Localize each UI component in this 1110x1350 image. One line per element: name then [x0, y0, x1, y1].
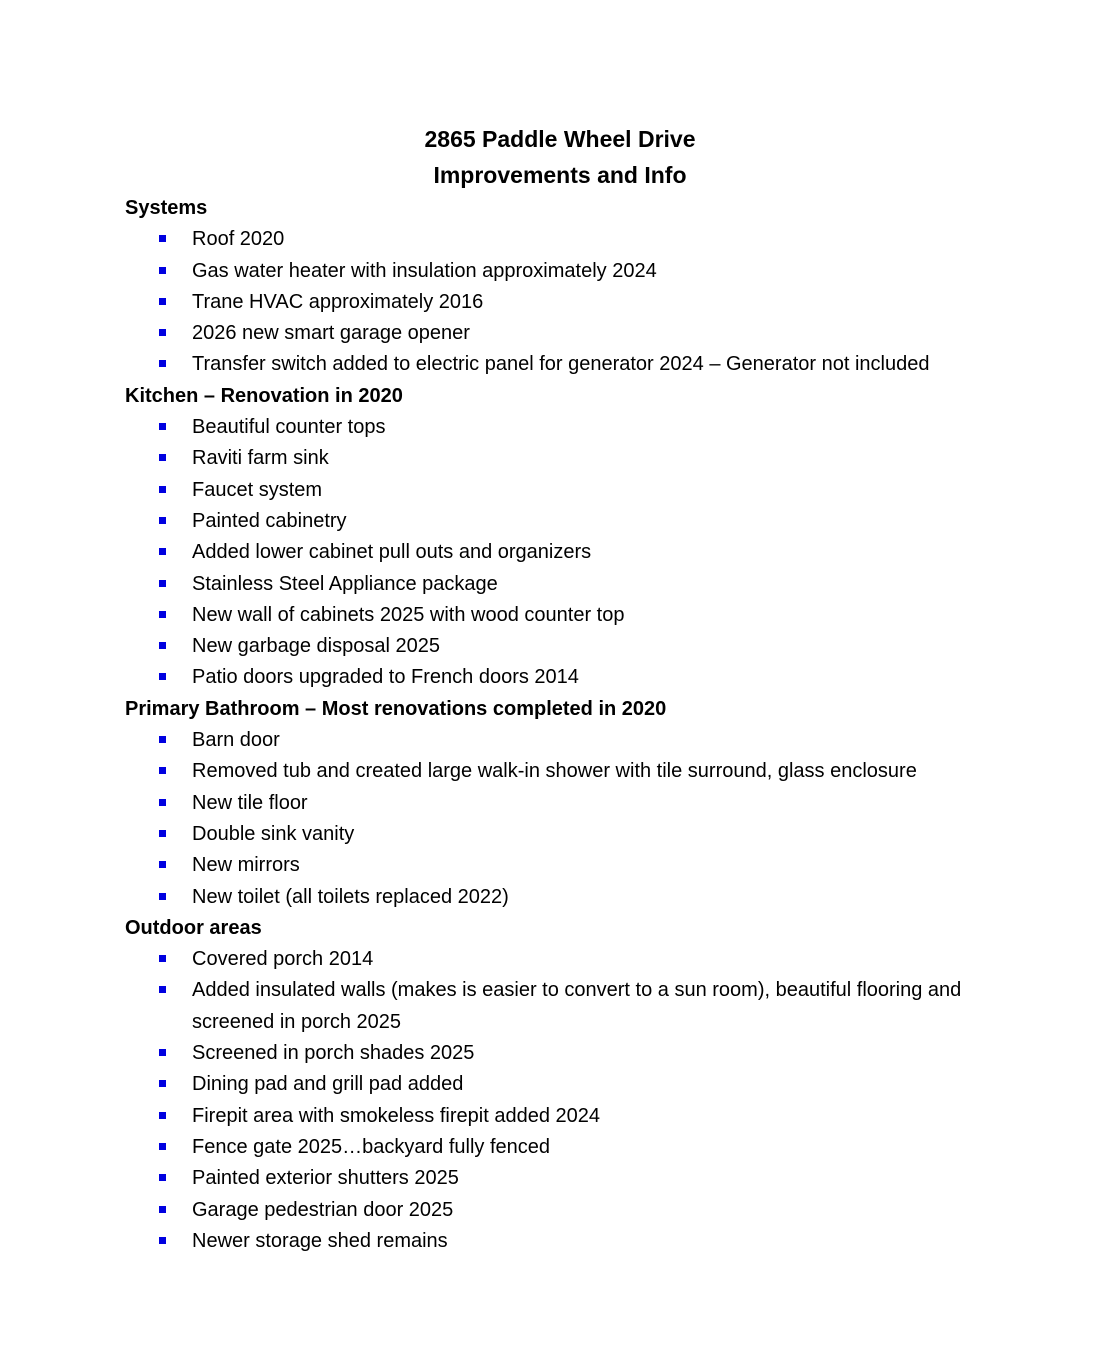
list-item — [125, 882, 995, 913]
list-item — [125, 537, 995, 568]
square-bullet-icon — [159, 736, 166, 743]
list-item — [125, 287, 995, 318]
list-item-text: Added lower cabinet pull outs and organizers — [192, 541, 592, 564]
list-item — [125, 475, 995, 506]
list-item-text: Dining pad and grill pad added — [192, 1073, 464, 1096]
square-bullet-icon — [159, 955, 166, 962]
list-item-text: Double sink vanity — [192, 822, 355, 845]
list-item — [125, 1038, 995, 1069]
square-bullet-icon — [159, 580, 166, 587]
square-bullet-icon — [159, 329, 166, 336]
list-item-text: Faucet system — [192, 478, 323, 501]
list-item-text: Trane HVAC approximately 2016 — [192, 290, 484, 313]
list-item-text: Beautiful counter tops — [192, 416, 386, 439]
square-bullet-icon — [159, 298, 166, 305]
square-bullet-icon — [159, 1206, 166, 1213]
list-item — [125, 1132, 995, 1163]
list-item-text: Firepit area with smokeless firepit added 2024 — [192, 1104, 600, 1127]
list-item — [125, 224, 995, 255]
list-item — [125, 1226, 995, 1257]
list-item — [125, 506, 995, 537]
list-item — [125, 600, 995, 631]
list-item — [125, 725, 995, 756]
section-primary-bathroom — [125, 694, 995, 913]
square-bullet-icon — [159, 830, 166, 837]
list-item — [125, 850, 995, 881]
list-item-text: Stainless Steel Appliance package — [192, 572, 498, 595]
section-systems — [125, 193, 995, 381]
list-item — [125, 1195, 995, 1226]
square-bullet-icon — [159, 267, 166, 274]
document-body — [125, 121, 995, 1257]
list-item — [125, 631, 995, 662]
list-item — [125, 819, 995, 850]
list-item-text: Screened in porch shades 2025 — [192, 1042, 475, 1065]
list-item-text: Removed tub and created large walk-in shower with tile surround, glass enclosure — [192, 760, 917, 783]
list-item — [125, 756, 995, 787]
list-item-text: Transfer switch added to electric panel for generator 2024 – Generator not included — [192, 353, 930, 376]
square-bullet-icon — [159, 1174, 166, 1181]
list-item — [125, 412, 995, 443]
document-title — [125, 121, 995, 193]
list-item — [125, 318, 995, 349]
list-item-text: New toilet (all toilets replaced 2022) — [192, 885, 509, 908]
list-item-text: Newer storage shed remains — [192, 1229, 448, 1252]
list-item — [125, 788, 995, 819]
list-item-text: New mirrors — [192, 854, 300, 877]
list-item — [125, 975, 982, 1038]
list-item — [125, 1069, 995, 1100]
square-bullet-icon — [159, 767, 166, 774]
list-item-text: Painted exterior shutters 2025 — [192, 1167, 459, 1190]
section-heading: Systems — [125, 197, 208, 219]
list-item-text: Added insulated walls (makes is easier to convert to a sun room), beautiful flooring and screened in porch 2025 — [192, 979, 962, 1033]
square-bullet-icon — [159, 454, 166, 461]
bullet-list — [125, 412, 995, 694]
list-item-text: New garbage disposal 2025 — [192, 635, 440, 658]
square-bullet-icon — [159, 861, 166, 868]
section-kitchen — [125, 381, 995, 694]
list-item-text: Painted cabinetry — [192, 509, 347, 532]
list-item-text: Barn door — [192, 729, 280, 752]
square-bullet-icon — [159, 548, 166, 555]
list-item-text: Raviti farm sink — [192, 447, 329, 470]
bullet-list — [125, 725, 995, 913]
list-item-text: New tile floor — [192, 791, 308, 814]
bullet-list — [125, 224, 995, 380]
list-item — [125, 944, 995, 975]
square-bullet-icon — [159, 673, 166, 680]
list-item-text: Roof 2020 — [192, 228, 285, 251]
list-item-text: Garage pedestrian door 2025 — [192, 1198, 454, 1221]
list-item — [125, 349, 995, 380]
square-bullet-icon — [159, 517, 166, 524]
bullet-list — [125, 944, 995, 1257]
section-heading: Primary Bathroom – Most renovations completed in 2020 — [125, 697, 667, 720]
square-bullet-icon — [159, 1049, 166, 1056]
list-item-text: Fence gate 2025…backyard fully fenced — [192, 1135, 550, 1158]
square-bullet-icon — [159, 986, 166, 993]
square-bullet-icon — [159, 423, 166, 430]
square-bullet-icon — [159, 1080, 166, 1087]
section-heading: Kitchen – Renovation in 2020 — [125, 384, 403, 407]
list-item — [125, 256, 995, 287]
square-bullet-icon — [159, 360, 166, 367]
list-item — [125, 1163, 995, 1194]
title-address: 2865 Paddle Wheel Drive — [424, 126, 696, 152]
list-item-text: Covered porch 2014 — [192, 948, 374, 971]
list-item — [125, 569, 995, 600]
list-item-text: 2026 new smart garage opener — [192, 322, 470, 345]
square-bullet-icon — [159, 611, 166, 618]
list-item — [125, 662, 995, 693]
section-outdoor-areas — [125, 913, 995, 1257]
list-item-text: Patio doors upgraded to French doors 2014 — [192, 666, 579, 689]
square-bullet-icon — [159, 1112, 166, 1119]
section-heading: Outdoor areas — [125, 916, 262, 939]
list-item-text: New wall of cabinets 2025 with wood counter top — [192, 603, 625, 626]
square-bullet-icon — [159, 893, 166, 900]
title-subtitle: Improvements and Info — [433, 162, 687, 188]
square-bullet-icon — [159, 642, 166, 649]
square-bullet-icon — [159, 235, 166, 242]
square-bullet-icon — [159, 1237, 166, 1244]
list-item — [125, 443, 995, 474]
list-item-text: Gas water heater with insulation approximately 2024 — [192, 259, 657, 282]
list-item — [125, 1101, 995, 1132]
square-bullet-icon — [159, 1143, 166, 1150]
square-bullet-icon — [159, 799, 166, 806]
square-bullet-icon — [159, 486, 166, 493]
